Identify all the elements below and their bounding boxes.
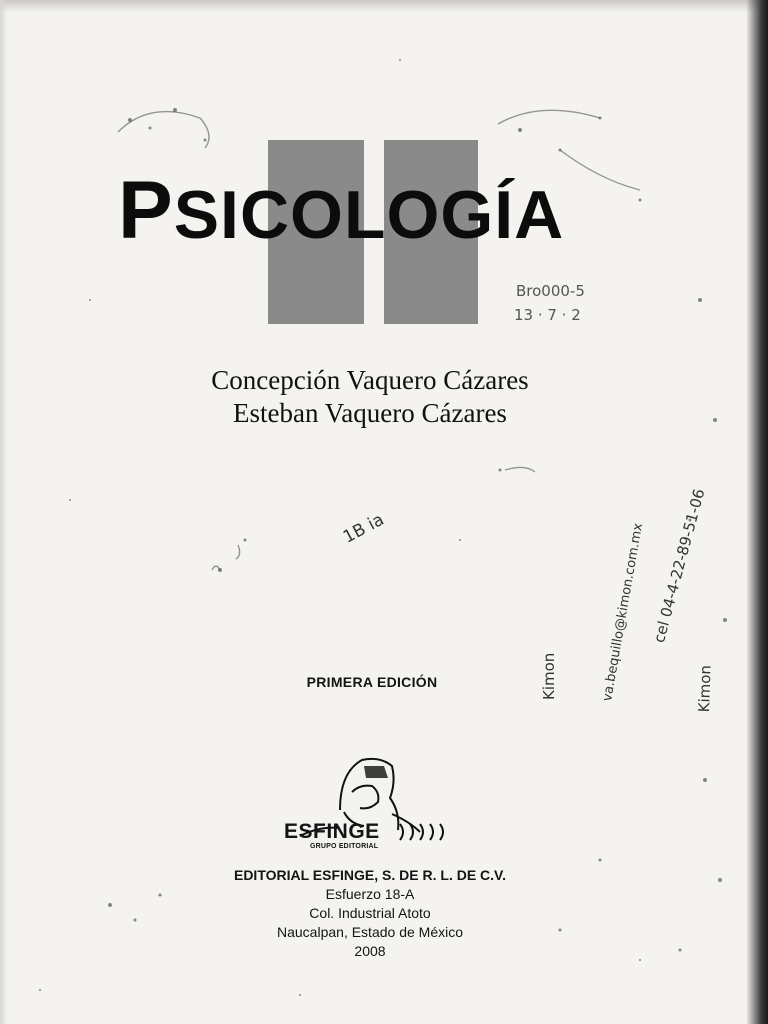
book-title-initial: P xyxy=(118,165,174,256)
publisher-logo-name: ESFINGE xyxy=(284,820,380,843)
scan-right-edge-shadow xyxy=(746,0,768,1024)
publisher-address-line: Naucalpan, Estado de México xyxy=(277,924,463,940)
publisher-name: EDITORIAL ESFINGE, S. DE R. L. DE C.V. xyxy=(233,867,506,883)
publication-year: 2008 xyxy=(354,943,386,959)
scan-top-edge xyxy=(0,0,768,12)
handwritten-margin-name: Kimon xyxy=(540,652,558,700)
publisher-block xyxy=(170,866,570,961)
book-title-rest: SICOLOGÍA xyxy=(173,177,565,253)
handwritten-stamp-line-2: 13 · 7 · 2 xyxy=(514,306,581,324)
handwritten-margin-name-right: Kimon xyxy=(695,664,715,713)
author-name: Concepción Vaquero Cázares xyxy=(211,365,529,395)
handwritten-margin-phone: cel 04-4-22-89-51-06 xyxy=(650,486,709,645)
author-name: Esteban Vaquero Cázares xyxy=(233,398,507,428)
publisher-address-line: Col. Industrial Atoto xyxy=(309,905,431,921)
publisher-address-line: Esfuerzo 18-A xyxy=(325,886,415,902)
handwritten-stamp-line-1: Bro000-5 xyxy=(516,282,585,300)
publisher-logo-subtitle: GRUPO EDITORIAL xyxy=(310,843,379,850)
book-title xyxy=(118,166,658,256)
scan-left-edge xyxy=(0,0,8,1024)
handwritten-margin-email: va.bequillo@kimon.com.mx xyxy=(600,522,647,703)
edition-label: PRIMERA EDICIÓN xyxy=(306,674,438,690)
handwritten-mark: 1B ia xyxy=(340,509,388,548)
author-list xyxy=(120,364,620,430)
